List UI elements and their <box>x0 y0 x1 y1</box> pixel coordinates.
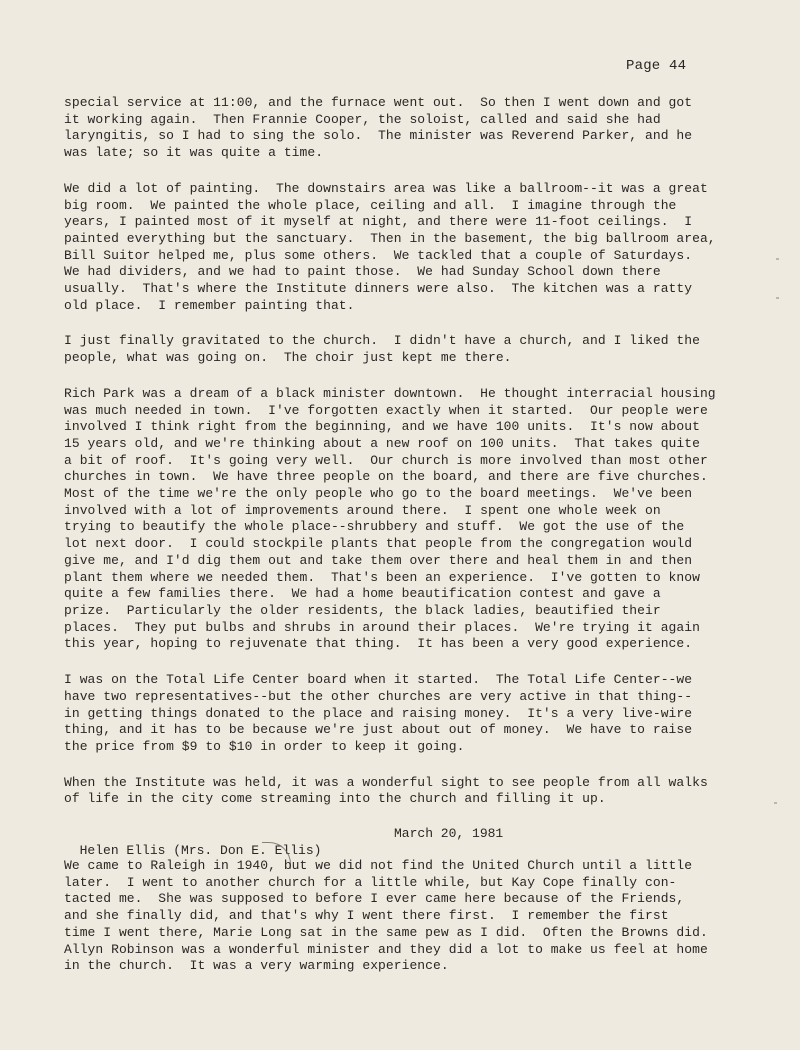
paragraph-raleigh <box>64 858 744 975</box>
text-line: Allyn Robinson was a wonderful minister and they did a lot to make us feel at home <box>64 941 708 957</box>
text-line: old place. I remember painting that. <box>64 297 355 313</box>
text-line: give me, and I'd dig them out and take them over there and heal them in and then <box>64 552 693 568</box>
text-line: involved I think right from the beginning, and we have 100 units. It's now about <box>64 419 700 435</box>
text-line: painted everything but the sanctuary. Then in the basement, the big ballroom area, <box>64 230 716 246</box>
text-line: We had dividers, and we had to paint those. We had Sunday School down there <box>64 264 661 280</box>
text-line: When the Institute was held, it was a wonderful sight to see people from all walks <box>64 774 708 790</box>
text-line: in getting things donated to the place and raising money. It's a very live-wire <box>64 705 693 721</box>
text-line: quite a few families there. We had a home beautification contest and gave a <box>64 586 661 602</box>
text-line: involved with a lot of improvements around there. I spent one whole week on <box>64 502 661 518</box>
text-line: was much needed in town. I've forgotten exactly when it started. Our people were <box>64 402 708 418</box>
text-line: in the church. It was a very warming experience. <box>64 958 449 974</box>
paragraph-painting <box>64 181 744 315</box>
text-line: prize. Particularly the older residents, the black ladies, beautified their <box>64 602 661 618</box>
text-line: We came to Raleigh in 1940, but we did not find the United Church until a little <box>64 858 693 873</box>
page-number: Page 44 <box>626 58 687 74</box>
text-line: of life in the city come streaming into the church and filling it up. <box>64 791 606 807</box>
text-line: Most of the time we're the only people who go to the board meetings. We've been <box>64 486 693 502</box>
text-line: We did a lot of painting. The downstairs area was like a ballroom--it was a great <box>64 180 708 196</box>
text-line: a bit of roof. It's going very well. Our church is more involved than most other <box>64 452 708 468</box>
text-line: plant them where we needed them. That's been an experience. I've gotten to know <box>64 569 700 585</box>
text-line: time I went there, Marie Long sat in the same pew as I did. Often the Browns did. <box>64 924 708 940</box>
interview-date: March 20, 1981 <box>394 826 504 841</box>
text-line: usually. That's where the Institute dinners were also. The kitchen was a ratty <box>64 281 693 297</box>
paragraph-total-life-center <box>64 672 744 756</box>
text-line: and she finally did, and that's why I went there first. I remember the first <box>64 908 669 924</box>
paragraph-gravitated <box>64 333 744 366</box>
text-line: tacted me. She was supposed to before I ever came here because of the Friends, <box>64 891 685 907</box>
text-line: this year, hoping to rejuvenate that thing. It has been a very good experience. <box>64 636 693 652</box>
text-line: I was on the Total Life Center board when it started. The Total Life Center--we <box>64 672 693 688</box>
paragraph-institute <box>64 775 744 808</box>
text-line: later. I went to another church for a little while, but Kay Cope finally con- <box>64 874 677 890</box>
text-line: laryngitis, so I had to sing the solo. The minister was Reverend Parker, and he <box>64 128 693 144</box>
text-line: it working again. Then Frannie Cooper, the soloist, called and said she had <box>64 111 661 127</box>
text-line: years, I painted most of it myself at night, and there were 11-foot ceilings. I <box>64 214 693 230</box>
margin-mark <box>776 258 779 260</box>
interviewee-name: Helen Ellis (Mrs. Don E. Ellis) <box>79 842 322 858</box>
text-line: big room. We painted the whole place, ceiling and all. I imagine through the <box>64 197 677 213</box>
text-line: have two representatives--but the other churches are very active in that thing-- <box>64 688 693 704</box>
text-line: Bill Suitor helped me, plus some others. We tackled that a couple of Saturdays. <box>64 247 693 263</box>
text-line: places. They put bulbs and shrubs in around their places. We're trying it again <box>64 619 700 635</box>
text-line: trying to beautify the whole place--shrubbery and stuff. We got the use of the <box>64 519 685 535</box>
text-line: thing, and it has to be because we're just about out of money. We have to raise <box>64 722 693 738</box>
paragraph-rich-park <box>64 386 744 653</box>
text-line: special service at 11:00, and the furnace went out. So then I went down and got <box>64 95 693 110</box>
text-line: lot next door. I could stockpile plants that people from the congregation would <box>64 536 693 552</box>
text-line: Rich Park was a dream of a black minister downtown. He thought interracial housing <box>64 385 716 401</box>
text-line: churches in town. We have three people on the board, and there are five churches. <box>64 469 708 485</box>
text-line: was late; so it was quite a time. <box>64 145 324 161</box>
text-line: I just finally gravitated to the church. I didn't have a church, and I liked the <box>64 333 700 349</box>
margin-mark <box>774 802 777 804</box>
document-body <box>64 95 744 808</box>
margin-mark <box>776 297 779 299</box>
text-line: people, what was going on. The choir just kept me there. <box>64 350 512 366</box>
paragraph-furnace <box>64 95 744 162</box>
text-line: the price from $9 to $10 in order to keep it going. <box>64 738 465 754</box>
text-line: 15 years old, and we're thinking about a new roof on 100 units. That takes quite <box>64 435 700 451</box>
